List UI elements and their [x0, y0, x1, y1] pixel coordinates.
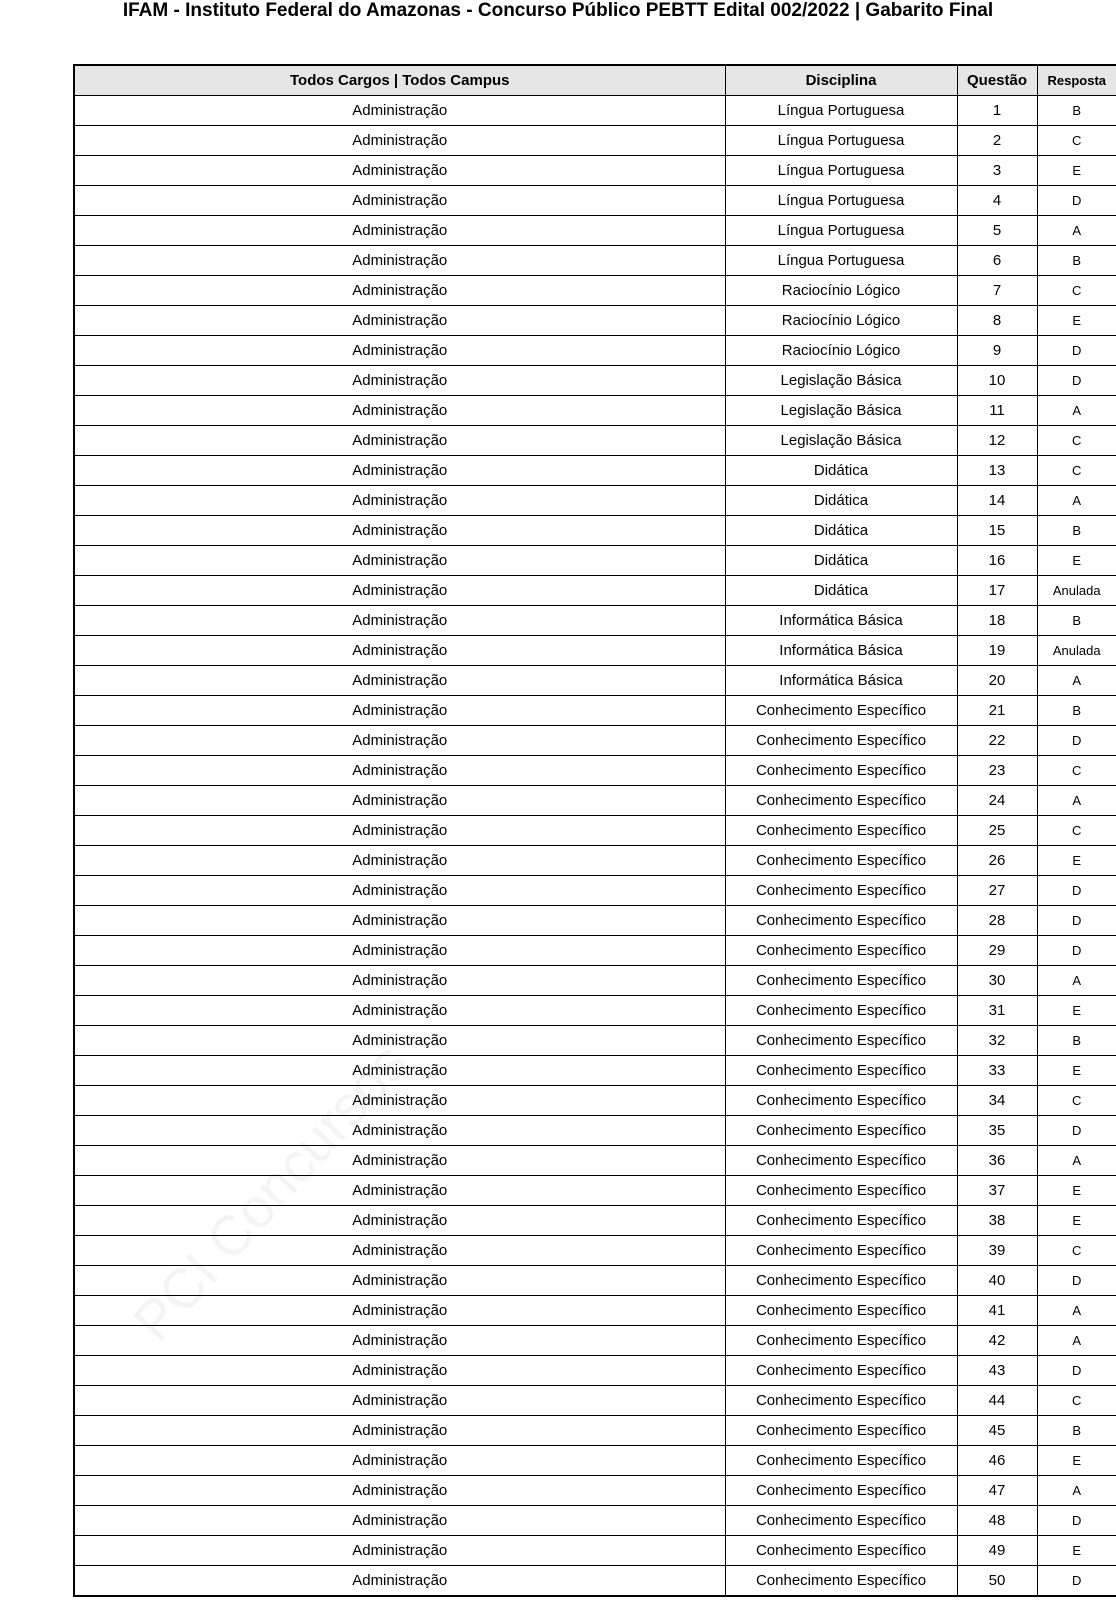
- cell-disciplina: Didática: [725, 486, 957, 516]
- cell-cargo: Administração: [74, 276, 725, 306]
- table-header: [74, 65, 1116, 96]
- cell-disciplina: Conhecimento Específico: [725, 1356, 957, 1386]
- cell-resposta: B: [1037, 96, 1116, 126]
- cell-questao: 16: [957, 546, 1037, 576]
- cell-questao: 8: [957, 306, 1037, 336]
- table-row: [74, 996, 1116, 1026]
- cell-questao: 12: [957, 426, 1037, 456]
- cell-questao: 4: [957, 186, 1037, 216]
- cell-disciplina: Língua Portuguesa: [725, 246, 957, 276]
- header-resposta: Resposta: [1037, 65, 1116, 96]
- table-row: [74, 366, 1116, 396]
- cell-disciplina: Conhecimento Específico: [725, 876, 957, 906]
- cell-questao: 26: [957, 846, 1037, 876]
- table-row: [74, 486, 1116, 516]
- cell-questao: 1: [957, 96, 1037, 126]
- table-row: [74, 336, 1116, 366]
- cell-resposta: C: [1037, 756, 1116, 786]
- cell-disciplina: Didática: [725, 516, 957, 546]
- cell-resposta: E: [1037, 156, 1116, 186]
- cell-resposta: C: [1037, 426, 1116, 456]
- cell-cargo: Administração: [74, 306, 725, 336]
- table-row: [74, 1386, 1116, 1416]
- cell-questao: 47: [957, 1476, 1037, 1506]
- table-row: [74, 1566, 1116, 1597]
- cell-disciplina: Conhecimento Específico: [725, 936, 957, 966]
- cell-resposta: D: [1037, 936, 1116, 966]
- cell-resposta: D: [1037, 1266, 1116, 1296]
- cell-disciplina: Legislação Básica: [725, 426, 957, 456]
- table-row: [74, 96, 1116, 126]
- cell-questao: 34: [957, 1086, 1037, 1116]
- table-row: [74, 1116, 1116, 1146]
- cell-cargo: Administração: [74, 696, 725, 726]
- cell-cargo: Administração: [74, 1176, 725, 1206]
- cell-disciplina: Conhecimento Específico: [725, 696, 957, 726]
- cell-cargo: Administração: [74, 1536, 725, 1566]
- cell-resposta: Anulada: [1037, 576, 1116, 606]
- cell-resposta: B: [1037, 516, 1116, 546]
- table-row: [74, 1056, 1116, 1086]
- table-row: [74, 276, 1116, 306]
- cell-questao: 46: [957, 1446, 1037, 1476]
- table-row: [74, 666, 1116, 696]
- cell-disciplina: Conhecimento Específico: [725, 1446, 957, 1476]
- cell-questao: 37: [957, 1176, 1037, 1206]
- cell-questao: 41: [957, 1296, 1037, 1326]
- cell-questao: 10: [957, 366, 1037, 396]
- cell-cargo: Administração: [74, 786, 725, 816]
- cell-questao: 39: [957, 1236, 1037, 1266]
- table-row: [74, 1206, 1116, 1236]
- cell-disciplina: Língua Portuguesa: [725, 186, 957, 216]
- cell-questao: 14: [957, 486, 1037, 516]
- table-row: [74, 456, 1116, 486]
- cell-cargo: Administração: [74, 876, 725, 906]
- cell-disciplina: Conhecimento Específico: [725, 1326, 957, 1356]
- cell-cargo: Administração: [74, 636, 725, 666]
- cell-cargo: Administração: [74, 1146, 725, 1176]
- cell-resposta: D: [1037, 726, 1116, 756]
- cell-cargo: Administração: [74, 1296, 725, 1326]
- table-row: [74, 216, 1116, 246]
- cell-questao: 31: [957, 996, 1037, 1026]
- cell-resposta: E: [1037, 1536, 1116, 1566]
- cell-cargo: Administração: [74, 816, 725, 846]
- cell-questao: 9: [957, 336, 1037, 366]
- cell-cargo: Administração: [74, 1386, 725, 1416]
- cell-resposta: D: [1037, 1566, 1116, 1597]
- cell-questao: 42: [957, 1326, 1037, 1356]
- cell-disciplina: Raciocínio Lógico: [725, 306, 957, 336]
- cell-questao: 18: [957, 606, 1037, 636]
- cell-cargo: Administração: [74, 906, 725, 936]
- cell-resposta: B: [1037, 246, 1116, 276]
- cell-questao: 36: [957, 1146, 1037, 1176]
- cell-questao: 13: [957, 456, 1037, 486]
- cell-cargo: Administração: [74, 1356, 725, 1386]
- cell-disciplina: Conhecimento Específico: [725, 1266, 957, 1296]
- cell-questao: 22: [957, 726, 1037, 756]
- answer-key-table: [73, 64, 1116, 1597]
- cell-cargo: Administração: [74, 156, 725, 186]
- cell-disciplina: Didática: [725, 576, 957, 606]
- cell-questao: 40: [957, 1266, 1037, 1296]
- table-row: [74, 1086, 1116, 1116]
- cell-cargo: Administração: [74, 996, 725, 1026]
- cell-cargo: Administração: [74, 96, 725, 126]
- cell-disciplina: Conhecimento Específico: [725, 1416, 957, 1446]
- cell-questao: 43: [957, 1356, 1037, 1386]
- table-row: [74, 306, 1116, 336]
- cell-cargo: Administração: [74, 1446, 725, 1476]
- cell-questao: 15: [957, 516, 1037, 546]
- cell-disciplina: Conhecimento Específico: [725, 1146, 957, 1176]
- table-row: [74, 1356, 1116, 1386]
- cell-cargo: Administração: [74, 126, 725, 156]
- cell-disciplina: Raciocínio Lógico: [725, 336, 957, 366]
- cell-questao: 21: [957, 696, 1037, 726]
- table-row: [74, 1296, 1116, 1326]
- cell-cargo: Administração: [74, 1086, 725, 1116]
- cell-resposta: B: [1037, 696, 1116, 726]
- cell-resposta: Anulada: [1037, 636, 1116, 666]
- cell-disciplina: Língua Portuguesa: [725, 156, 957, 186]
- cell-resposta: B: [1037, 1026, 1116, 1056]
- cell-resposta: C: [1037, 1086, 1116, 1116]
- cell-cargo: Administração: [74, 1416, 725, 1446]
- cell-questao: 5: [957, 216, 1037, 246]
- cell-resposta: E: [1037, 1176, 1116, 1206]
- table-row: [74, 636, 1116, 666]
- table-row: [74, 1326, 1116, 1356]
- cell-resposta: A: [1037, 966, 1116, 996]
- cell-cargo: Administração: [74, 486, 725, 516]
- table-row: [74, 1026, 1116, 1056]
- cell-questao: 6: [957, 246, 1037, 276]
- cell-resposta: D: [1037, 336, 1116, 366]
- table-row: [74, 1536, 1116, 1566]
- cell-questao: 38: [957, 1206, 1037, 1236]
- cell-resposta: D: [1037, 906, 1116, 936]
- cell-questao: 24: [957, 786, 1037, 816]
- header-row: [74, 65, 1116, 96]
- cell-disciplina: Conhecimento Específico: [725, 1296, 957, 1326]
- cell-resposta: E: [1037, 1446, 1116, 1476]
- table-row: [74, 876, 1116, 906]
- cell-disciplina: Conhecimento Específico: [725, 1026, 957, 1056]
- cell-cargo: Administração: [74, 726, 725, 756]
- cell-cargo: Administração: [74, 426, 725, 456]
- cell-resposta: A: [1037, 786, 1116, 816]
- table-row: [74, 546, 1116, 576]
- cell-cargo: Administração: [74, 1026, 725, 1056]
- cell-questao: 25: [957, 816, 1037, 846]
- table-body: [74, 96, 1116, 1597]
- cell-questao: 11: [957, 396, 1037, 426]
- table-row: [74, 1506, 1116, 1536]
- cell-questao: 29: [957, 936, 1037, 966]
- table-row: [74, 1146, 1116, 1176]
- cell-questao: 32: [957, 1026, 1037, 1056]
- cell-cargo: Administração: [74, 336, 725, 366]
- table-row: [74, 576, 1116, 606]
- cell-questao: 45: [957, 1416, 1037, 1446]
- cell-disciplina: Conhecimento Específico: [725, 1236, 957, 1266]
- cell-questao: 2: [957, 126, 1037, 156]
- cell-cargo: Administração: [74, 666, 725, 696]
- cell-disciplina: Conhecimento Específico: [725, 816, 957, 846]
- cell-resposta: D: [1037, 366, 1116, 396]
- cell-cargo: Administração: [74, 1506, 725, 1536]
- table-row: [74, 1416, 1116, 1446]
- cell-disciplina: Conhecimento Específico: [725, 726, 957, 756]
- cell-questao: 3: [957, 156, 1037, 186]
- cell-questao: 28: [957, 906, 1037, 936]
- table-row: [74, 606, 1116, 636]
- cell-disciplina: Língua Portuguesa: [725, 96, 957, 126]
- cell-questao: 27: [957, 876, 1037, 906]
- cell-disciplina: Conhecimento Específico: [725, 1086, 957, 1116]
- table-row: [74, 1446, 1116, 1476]
- cell-cargo: Administração: [74, 1266, 725, 1296]
- cell-resposta: C: [1037, 1236, 1116, 1266]
- cell-cargo: Administração: [74, 396, 725, 426]
- table-row: [74, 156, 1116, 186]
- cell-resposta: E: [1037, 996, 1116, 1026]
- cell-resposta: B: [1037, 606, 1116, 636]
- cell-resposta: D: [1037, 1506, 1116, 1536]
- cell-resposta: E: [1037, 1056, 1116, 1086]
- cell-questao: 49: [957, 1536, 1037, 1566]
- cell-disciplina: Conhecimento Específico: [725, 906, 957, 936]
- cell-disciplina: Conhecimento Específico: [725, 756, 957, 786]
- cell-disciplina: Conhecimento Específico: [725, 1116, 957, 1146]
- cell-questao: 33: [957, 1056, 1037, 1086]
- cell-resposta: C: [1037, 816, 1116, 846]
- cell-resposta: A: [1037, 396, 1116, 426]
- cell-disciplina: Conhecimento Específico: [725, 1506, 957, 1536]
- cell-cargo: Administração: [74, 1326, 725, 1356]
- cell-resposta: C: [1037, 456, 1116, 486]
- cell-disciplina: Informática Básica: [725, 636, 957, 666]
- cell-resposta: E: [1037, 306, 1116, 336]
- cell-cargo: Administração: [74, 1056, 725, 1086]
- cell-cargo: Administração: [74, 546, 725, 576]
- cell-cargo: Administração: [74, 216, 725, 246]
- cell-cargo: Administração: [74, 576, 725, 606]
- table-row: [74, 696, 1116, 726]
- cell-disciplina: Conhecimento Específico: [725, 1536, 957, 1566]
- cell-disciplina: Conhecimento Específico: [725, 1566, 957, 1597]
- cell-resposta: A: [1037, 486, 1116, 516]
- cell-cargo: Administração: [74, 606, 725, 636]
- table-row: [74, 1236, 1116, 1266]
- table-row: [74, 846, 1116, 876]
- cell-disciplina: Língua Portuguesa: [725, 216, 957, 246]
- table-row: [74, 906, 1116, 936]
- cell-disciplina: Conhecimento Específico: [725, 1056, 957, 1086]
- cell-cargo: Administração: [74, 1206, 725, 1236]
- cell-resposta: A: [1037, 1326, 1116, 1356]
- cell-cargo: Administração: [74, 756, 725, 786]
- table-row: [74, 756, 1116, 786]
- cell-cargo: Administração: [74, 1566, 725, 1597]
- cell-resposta: C: [1037, 126, 1116, 156]
- cell-cargo: Administração: [74, 246, 725, 276]
- cell-disciplina: Didática: [725, 546, 957, 576]
- cell-questao: 48: [957, 1506, 1037, 1536]
- cell-disciplina: Conhecimento Específico: [725, 846, 957, 876]
- cell-disciplina: Conhecimento Específico: [725, 966, 957, 996]
- cell-cargo: Administração: [74, 846, 725, 876]
- table-row: [74, 936, 1116, 966]
- cell-resposta: B: [1037, 1416, 1116, 1446]
- cell-resposta: D: [1037, 876, 1116, 906]
- cell-disciplina: Legislação Básica: [725, 366, 957, 396]
- cell-cargo: Administração: [74, 1236, 725, 1266]
- cell-resposta: C: [1037, 1386, 1116, 1416]
- table-row: [74, 1176, 1116, 1206]
- table-row: [74, 966, 1116, 996]
- cell-resposta: D: [1037, 186, 1116, 216]
- cell-cargo: Administração: [74, 366, 725, 396]
- cell-resposta: E: [1037, 546, 1116, 576]
- table-row: [74, 816, 1116, 846]
- cell-disciplina: Língua Portuguesa: [725, 126, 957, 156]
- table-row: [74, 1266, 1116, 1296]
- table-row: [74, 1476, 1116, 1506]
- cell-disciplina: Conhecimento Específico: [725, 1386, 957, 1416]
- cell-cargo: Administração: [74, 456, 725, 486]
- cell-resposta: A: [1037, 666, 1116, 696]
- table-row: [74, 516, 1116, 546]
- cell-disciplina: Didática: [725, 456, 957, 486]
- cell-questao: 23: [957, 756, 1037, 786]
- cell-cargo: Administração: [74, 966, 725, 996]
- cell-questao: 19: [957, 636, 1037, 666]
- cell-cargo: Administração: [74, 1116, 725, 1146]
- cell-disciplina: Conhecimento Específico: [725, 786, 957, 816]
- header-questao: Questão: [957, 65, 1037, 96]
- cell-questao: 17: [957, 576, 1037, 606]
- table-row: [74, 126, 1116, 156]
- table-row: [74, 726, 1116, 756]
- table-row: [74, 786, 1116, 816]
- cell-cargo: Administração: [74, 1476, 725, 1506]
- cell-disciplina: Legislação Básica: [725, 396, 957, 426]
- cell-questao: 35: [957, 1116, 1037, 1146]
- table-row: [74, 426, 1116, 456]
- cell-resposta: A: [1037, 1146, 1116, 1176]
- table-row: [74, 246, 1116, 276]
- cell-disciplina: Informática Básica: [725, 606, 957, 636]
- cell-disciplina: Informática Básica: [725, 666, 957, 696]
- cell-resposta: E: [1037, 1206, 1116, 1236]
- page-title: IFAM - Instituto Federal do Amazonas - Concurso Público PEBTT Edital 002/2022 | Gabarito Final: [122, 0, 994, 21]
- cell-disciplina: Conhecimento Específico: [725, 1176, 957, 1206]
- cell-cargo: Administração: [74, 186, 725, 216]
- cell-resposta: D: [1037, 1356, 1116, 1386]
- cell-disciplina: Conhecimento Específico: [725, 1206, 957, 1236]
- cell-resposta: D: [1037, 1116, 1116, 1146]
- cell-resposta: A: [1037, 216, 1116, 246]
- cell-questao: 7: [957, 276, 1037, 306]
- cell-cargo: Administração: [74, 516, 725, 546]
- cell-disciplina: Conhecimento Específico: [725, 996, 957, 1026]
- table-row: [74, 396, 1116, 426]
- cell-questao: 50: [957, 1566, 1037, 1597]
- cell-resposta: A: [1037, 1296, 1116, 1326]
- cell-questao: 20: [957, 666, 1037, 696]
- table-row: [74, 186, 1116, 216]
- cell-resposta: E: [1037, 846, 1116, 876]
- cell-questao: 44: [957, 1386, 1037, 1416]
- cell-cargo: Administração: [74, 936, 725, 966]
- cell-disciplina: Raciocínio Lógico: [725, 276, 957, 306]
- cell-resposta: C: [1037, 276, 1116, 306]
- header-cargo: Todos Cargos | Todos Campus: [74, 65, 725, 96]
- header-disciplina: Disciplina: [725, 65, 957, 96]
- cell-questao: 30: [957, 966, 1037, 996]
- cell-disciplina: Conhecimento Específico: [725, 1476, 957, 1506]
- cell-resposta: A: [1037, 1476, 1116, 1506]
